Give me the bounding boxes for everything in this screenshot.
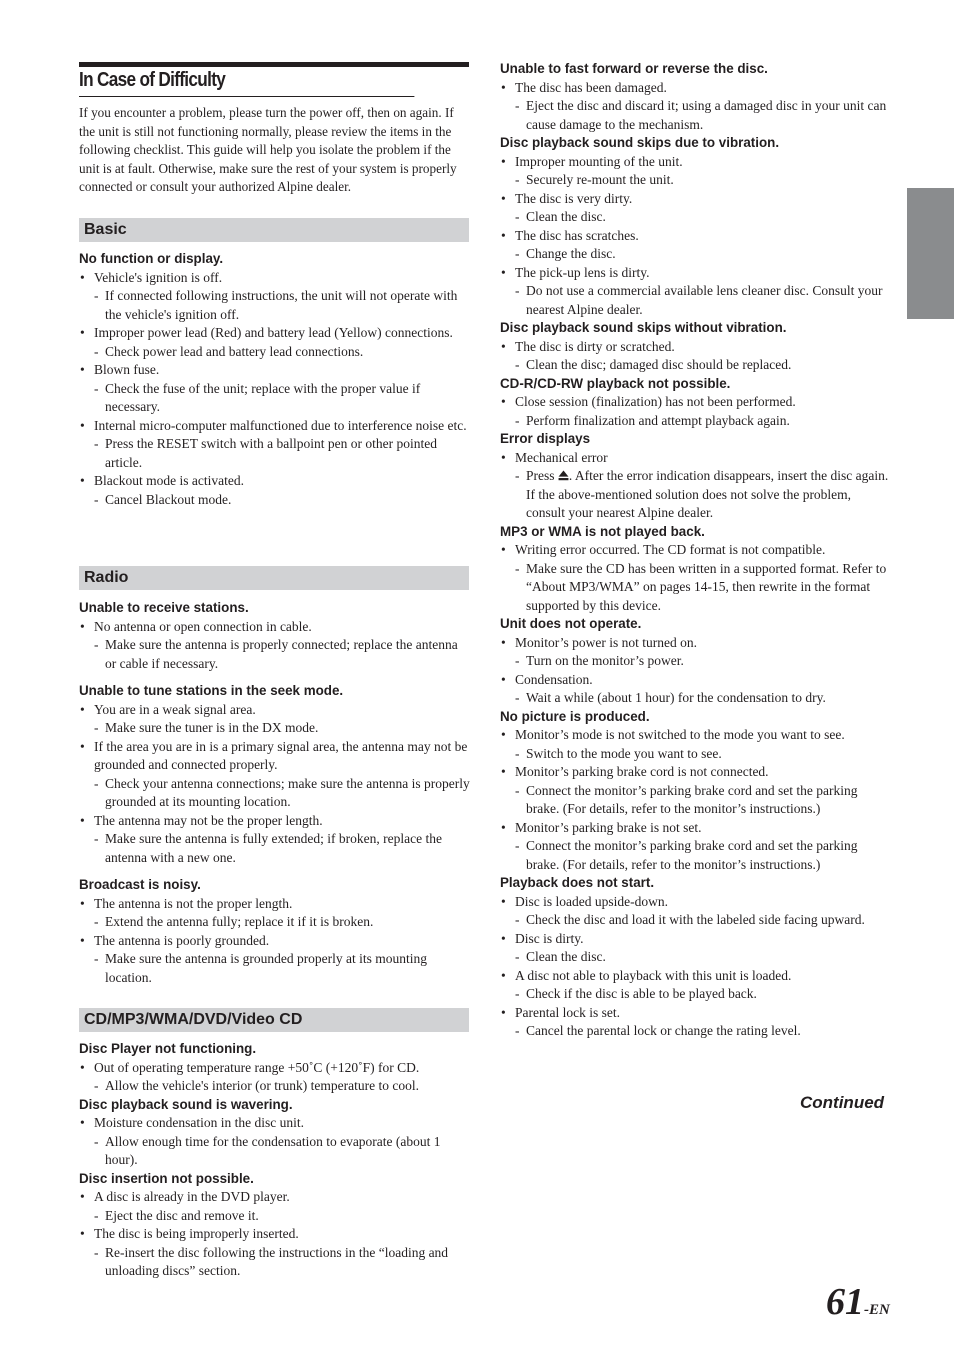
- solution-text: . After the error indication disappears, insert the disc again. If the above-mentioned solution does not solve the problem, consult your nearest Alpine dealer.: [526, 468, 889, 520]
- issue-group: [500, 615, 892, 708]
- issue-heading: No picture is produced.: [500, 708, 650, 724]
- cause-item: • Blackout mode is activated.: [79, 472, 471, 491]
- issue-heading: Unable to fast forward or reverse the disc.: [500, 61, 768, 76]
- issue-group: [79, 1170, 471, 1281]
- cause-item: • Vehicle's ignition is off.: [79, 269, 471, 288]
- issue-group: [500, 874, 892, 1041]
- solution-item: - Connect the monitor’s parking brake cord and set the parking brake. (For details, refer to the monitor’s instructions.): [500, 782, 892, 819]
- cause-item: • Disc is dirty.: [500, 930, 892, 949]
- issue-heading: Unable to tune stations in the seek mode.: [79, 683, 344, 698]
- section-heading-cd: CD/MP3/WMA/DVD/Video CD: [79, 1008, 469, 1032]
- issue-group: [500, 134, 892, 319]
- cd-troubleshooting-list: [79, 1040, 471, 1281]
- solution-item: - Allow enough time for the condensation to evaporate (about 1 hour).: [79, 1133, 471, 1170]
- solution-item: - Clean the disc.: [500, 948, 892, 967]
- issue-heading: MP3 or WMA is not played back.: [500, 523, 705, 539]
- cause-item: • Mechanical error: [500, 449, 892, 468]
- solution-item: - If connected following instructions, the unit will not operate with the vehicle's ignition off.: [79, 287, 471, 324]
- cause-item: • A disc is already in the DVD player.: [79, 1188, 471, 1207]
- page-number-value: 61: [826, 1281, 864, 1323]
- basic-troubleshooting-list: [79, 250, 471, 509]
- solution-item: - Cancel Blackout mode.: [79, 491, 471, 510]
- solution-item: - Do not use a commercial available lens cleaner disc. Consult your nearest Alpine dealer.: [500, 282, 892, 319]
- cause-item: • Monitor’s power is not turned on.: [500, 634, 892, 653]
- issue-group: [500, 430, 892, 523]
- cause-item: • The disc is very dirty.: [500, 190, 892, 209]
- page-title: In Case of Difficulty: [79, 66, 414, 97]
- issue-group: [79, 682, 471, 867]
- eject-icon: [558, 470, 569, 481]
- cause-item: • If the area you are in is a primary signal area, the antenna may not be grounded and connected properly.: [79, 738, 471, 775]
- cause-item: • Blown fuse.: [79, 361, 471, 380]
- cause-item: • Out of operating temperature range +50˚C (+120˚F) for CD.: [79, 1059, 471, 1078]
- issue-heading: Playback does not start.: [500, 875, 655, 890]
- issue-heading: Disc Player not functioning.: [79, 1041, 257, 1056]
- cause-item: • No antenna or open connection in cable.: [79, 618, 471, 637]
- cause-item: • Improper power lead (Red) and battery lead (Yellow) connections.: [79, 324, 471, 343]
- solution-item: - Wait a while (about 1 hour) for the condensation to dry.: [500, 689, 892, 708]
- issue-group: [79, 876, 471, 987]
- solution-item: - Connect the monitor’s parking brake cord and set the parking brake. (For details, refer to the monitor’s instructions.): [500, 837, 892, 874]
- solution-item: - Eject the disc and remove it.: [79, 1207, 471, 1226]
- issue-group: [500, 60, 892, 134]
- section-heading-radio: Radio: [79, 566, 469, 590]
- cause-item: • Monitor’s mode is not switched to the mode you want to see.: [500, 726, 892, 745]
- issue-group: [79, 599, 471, 673]
- issue-group: [79, 250, 471, 509]
- cause-item: • The disc has scratches.: [500, 227, 892, 246]
- cause-item: • The antenna is not the proper length.: [79, 895, 471, 914]
- issue-heading: CD-R/CD-RW playback not possible.: [500, 375, 731, 391]
- solution-item: - Clean the disc; damaged disc should be replaced.: [500, 356, 892, 375]
- cause-item: • The disc is being improperly inserted.: [79, 1225, 471, 1244]
- solution-item: - Switch to the mode you want to see.: [500, 745, 892, 764]
- issue-group: [500, 523, 892, 616]
- cause-item: • Improper mounting of the unit.: [500, 153, 892, 172]
- intro-paragraph: If you encounter a problem, please turn the power off, then on again. If the unit is still not functioning normally, please review the items in the following checklist. This guide will help you isolate the problem if the unit is at fault. Otherwise, make sure the rest of your system is properly connected or consult your authorized Alpine dealer.: [79, 105, 457, 194]
- solution-item: - Make sure the antenna is fully extended; if broken, replace the antenna with a new one.: [79, 830, 471, 867]
- solution-item: - Cancel the parental lock or change the rating level.: [500, 1022, 892, 1041]
- solution-item: - Check if the disc is able to be played back.: [500, 985, 892, 1004]
- solution-item: - Make sure the CD has been written in a supported format. Refer to “About MP3/WMA” on pages 14-15, then rewrite in the format supported by this device.: [500, 560, 892, 616]
- issue-heading: Unable to receive stations.: [79, 600, 249, 615]
- cause-item: • Disc is loaded upside-down.: [500, 893, 892, 912]
- issue-heading: Broadcast is noisy.: [79, 877, 201, 892]
- issue-group: [79, 1096, 471, 1170]
- cause-item: • The antenna is poorly grounded.: [79, 932, 471, 951]
- radio-troubleshooting-list: [79, 599, 471, 987]
- cause-item: • Internal micro-computer malfunctioned due to interference noise etc.: [79, 417, 471, 436]
- cause-item: • The pick-up lens is dirty.: [500, 264, 892, 283]
- issue-group: [500, 319, 892, 375]
- issue-heading: Error displays: [500, 431, 591, 446]
- solution-item: - Allow the vehicle's interior (or trunk) temperature to cool.: [79, 1077, 471, 1096]
- issue-heading: Disc playback sound is wavering.: [79, 1096, 293, 1112]
- solution-item: - Check the disc and load it with the labeled side facing upward.: [500, 911, 892, 930]
- cause-item: • Condensation.: [500, 671, 892, 690]
- cause-item: • Close session (finalization) has not been performed.: [500, 393, 892, 412]
- solution-item: - Turn on the monitor’s power.: [500, 652, 892, 671]
- cause-item: • A disc not able to playback with this unit is loaded.: [500, 967, 892, 986]
- issue-heading: Disc insertion not possible.: [79, 1170, 254, 1186]
- solution-item: - Perform finalization and attempt playback again.: [500, 412, 892, 431]
- continued-label: Continued: [800, 1093, 885, 1112]
- cause-item: • You are in a weak signal area.: [79, 701, 471, 720]
- solution-item: - Press the RESET switch with a ballpoint pen or other pointed article.: [79, 435, 471, 472]
- issue-group: [79, 1040, 471, 1096]
- issue-group: [500, 375, 892, 431]
- solution-item: - Eject the disc and discard it; using a damaged disc in your unit can cause damage to the mechanism.: [500, 97, 892, 134]
- solution-item: - Make sure the tuner is in the DX mode.: [79, 719, 471, 738]
- side-tab-marker: [907, 188, 954, 319]
- section-heading-basic: Basic: [79, 218, 469, 242]
- issue-heading: Disc playback sound skips due to vibration.: [500, 135, 780, 150]
- solution-item: - Re-insert the disc following the instructions in the “loading and unloading discs” section.: [79, 1244, 471, 1281]
- cause-item: • Writing error occurred. The CD format is not compatible.: [500, 541, 892, 560]
- cause-item: • The disc has been damaged.: [500, 79, 892, 98]
- solution-item: [500, 467, 892, 523]
- solution-item: - Check the fuse of the unit; replace with the proper value if necessary.: [79, 380, 471, 417]
- issue-group: [500, 708, 892, 875]
- cause-item: • Monitor’s parking brake cord is not connected.: [500, 763, 892, 782]
- solution-item: - Extend the antenna fully; replace it if it is broken.: [79, 913, 471, 932]
- cd-troubleshooting-list-continued: [500, 60, 892, 1041]
- solution-prefix: Press: [526, 468, 558, 483]
- issue-heading: Unit does not operate.: [500, 616, 642, 631]
- issue-heading: No function or display.: [79, 251, 224, 266]
- solution-item: - Check your antenna connections; make sure the antenna is properly grounded at its mounting location.: [79, 775, 471, 812]
- solution-item: - Check power lead and battery lead connections.: [79, 343, 471, 362]
- solution-item: - Securely re-mount the unit.: [500, 171, 892, 190]
- page-number: [826, 1280, 890, 1332]
- page-number-suffix: -EN: [864, 1302, 890, 1318]
- issue-heading: Disc playback sound skips without vibration.: [500, 320, 787, 335]
- solution-item: - Make sure the antenna is grounded properly at its mounting location.: [79, 950, 471, 987]
- cause-item: • Parental lock is set.: [500, 1004, 892, 1023]
- cause-item: • Monitor’s parking brake is not set.: [500, 819, 892, 838]
- solution-item: - Make sure the antenna is properly connected; replace the antenna or cable if necessary.: [79, 636, 471, 673]
- cause-item: • Moisture condensation in the disc unit.: [79, 1114, 471, 1133]
- solution-item: - Clean the disc.: [500, 208, 892, 227]
- solution-item: - Change the disc.: [500, 245, 892, 264]
- cause-item: • The antenna may not be the proper length.: [79, 812, 471, 831]
- cause-item: • The disc is dirty or scratched.: [500, 338, 892, 357]
